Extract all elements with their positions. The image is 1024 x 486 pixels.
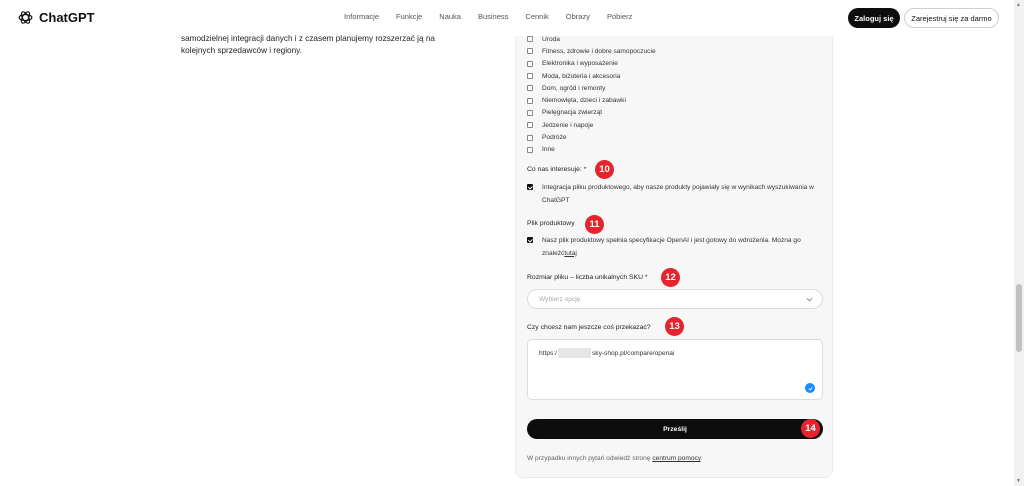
checkbox[interactable]	[527, 98, 533, 104]
checkbox[interactable]	[527, 147, 533, 153]
step-badge: 13	[665, 317, 684, 336]
category-option[interactable]	[527, 45, 656, 57]
category-option[interactable]	[527, 131, 656, 143]
comment-value-prefix: https:/	[539, 349, 557, 357]
top-header	[0, 0, 1014, 36]
footnote-text: W przypadku innych pytań odwiedź stronę	[527, 455, 651, 462]
interest-option[interactable]	[527, 182, 822, 207]
file-option-body: Nasz plik produktowy spełnia specyfikacje OpenAI i jest gotowy do wdrożenia. Można go znaleźć	[542, 237, 801, 257]
login-button[interactable]: Zaloguj się	[848, 8, 900, 28]
nav-item-business[interactable]: Business	[477, 12, 509, 21]
category-option[interactable]	[527, 94, 656, 106]
category-label: Jedzenie i napoje	[542, 121, 594, 129]
select-placeholder: Wybierz opcję	[539, 295, 581, 303]
nav-item-informacje[interactable]: Informacje	[344, 12, 380, 21]
nav-item-cennik[interactable]: Cennik	[525, 12, 549, 21]
intro-paragraph: samodzielnej integracji danych i z czasem planujemy rozszerzać ją na kolejnych sprzedawców i regiony.	[181, 34, 435, 55]
category-option[interactable]	[527, 82, 656, 94]
checkbox[interactable]	[527, 36, 533, 42]
openai-logo-icon	[17, 9, 34, 26]
sku-count-select[interactable]	[527, 289, 823, 309]
page-scrollbar[interactable]	[1014, 0, 1024, 486]
nav-item-obrazy[interactable]: Obrazy	[565, 12, 590, 21]
file-option-text	[542, 235, 822, 260]
category-label: Uroda	[542, 35, 560, 43]
checkbox[interactable]	[527, 48, 533, 54]
comment-textarea[interactable]	[527, 339, 823, 400]
help-center-link[interactable]: centrum pomocy	[652, 455, 701, 462]
size-label-text: Rozmiar pliku – liczba unikalnych SKU	[527, 274, 643, 281]
nav-item-nauka[interactable]: Nauka	[439, 12, 461, 21]
redacted-block	[558, 348, 591, 358]
category-label: Pielęgnacja zwierząt	[542, 109, 603, 117]
category-option[interactable]	[527, 107, 656, 119]
comment-value-suffix: sky-shop.pl/compare/openai	[591, 349, 675, 357]
check-circle-icon	[805, 383, 815, 393]
category-label: Dom, ogród i remonty	[542, 84, 606, 92]
main-nav	[344, 12, 649, 21]
category-label: Niemowlęta, dzieci i zabawki	[542, 97, 626, 105]
footnote-suffix: .	[700, 455, 703, 462]
size-label	[527, 274, 648, 281]
file-label: Plik produktowy	[527, 220, 575, 227]
step-badge: 11	[585, 215, 604, 234]
chevron-down-icon	[805, 295, 814, 304]
category-checkbox-list	[527, 33, 656, 156]
interest-option-text: Integracja pliku produktowego, aby nasze produkty pojawiały się w wynikach wyszukiwania w ChatGPT	[542, 184, 814, 204]
checkbox[interactable]	[527, 61, 533, 67]
category-label: Elektronika i wyposażenie	[542, 60, 618, 68]
checkbox-checked[interactable]	[527, 184, 533, 190]
checkbox[interactable]	[527, 135, 533, 141]
signup-button[interactable]: Zarejestruj się za darmo	[904, 8, 999, 28]
nav-item-pobierz[interactable]: Pobierz	[606, 12, 633, 21]
scroll-down-icon[interactable]: ▼	[1016, 478, 1021, 484]
checkbox[interactable]	[527, 122, 533, 128]
contact-form-panel	[515, 36, 833, 478]
submit-button[interactable]: Prześlij	[527, 419, 823, 439]
step-badge: 12	[661, 268, 680, 287]
category-option[interactable]	[527, 58, 656, 70]
checkbox[interactable]	[527, 110, 533, 116]
category-option[interactable]	[527, 70, 656, 82]
nav-item-funkcje[interactable]: Funkcje	[396, 12, 423, 21]
chatgpt-logo[interactable]	[17, 9, 95, 26]
step-badge: 10	[595, 160, 614, 179]
category-option[interactable]	[527, 119, 656, 131]
comment-value	[539, 348, 674, 358]
step-badge: 14	[801, 419, 820, 438]
category-option[interactable]	[527, 144, 656, 156]
required-marker: *	[583, 166, 587, 173]
checkbox[interactable]	[527, 73, 533, 79]
category-label: Podróże	[542, 134, 567, 142]
category-label: Fitness, zdrowie i dobre samopoczucie	[542, 47, 656, 55]
file-link[interactable]: tutaj	[564, 249, 577, 257]
category-label: Moda, biżuteria i akcesoria	[542, 72, 621, 80]
category-label: Inne	[542, 146, 555, 154]
interest-label-text: Co nas interesuje:	[527, 166, 582, 173]
category-option[interactable]	[527, 33, 656, 45]
scroll-thumb[interactable]	[1016, 284, 1022, 352]
checkbox-checked[interactable]	[527, 237, 533, 243]
required-marker: *	[644, 274, 648, 281]
help-footnote	[527, 455, 702, 462]
comment-label: Czy chcesz nam jeszcze coś przekazać?	[527, 324, 651, 331]
logo-text: ChatGPT	[39, 10, 95, 25]
scroll-up-icon[interactable]: ▲	[1016, 2, 1021, 8]
file-option[interactable]	[527, 235, 822, 260]
checkbox[interactable]	[527, 85, 533, 91]
interest-label	[527, 166, 586, 173]
